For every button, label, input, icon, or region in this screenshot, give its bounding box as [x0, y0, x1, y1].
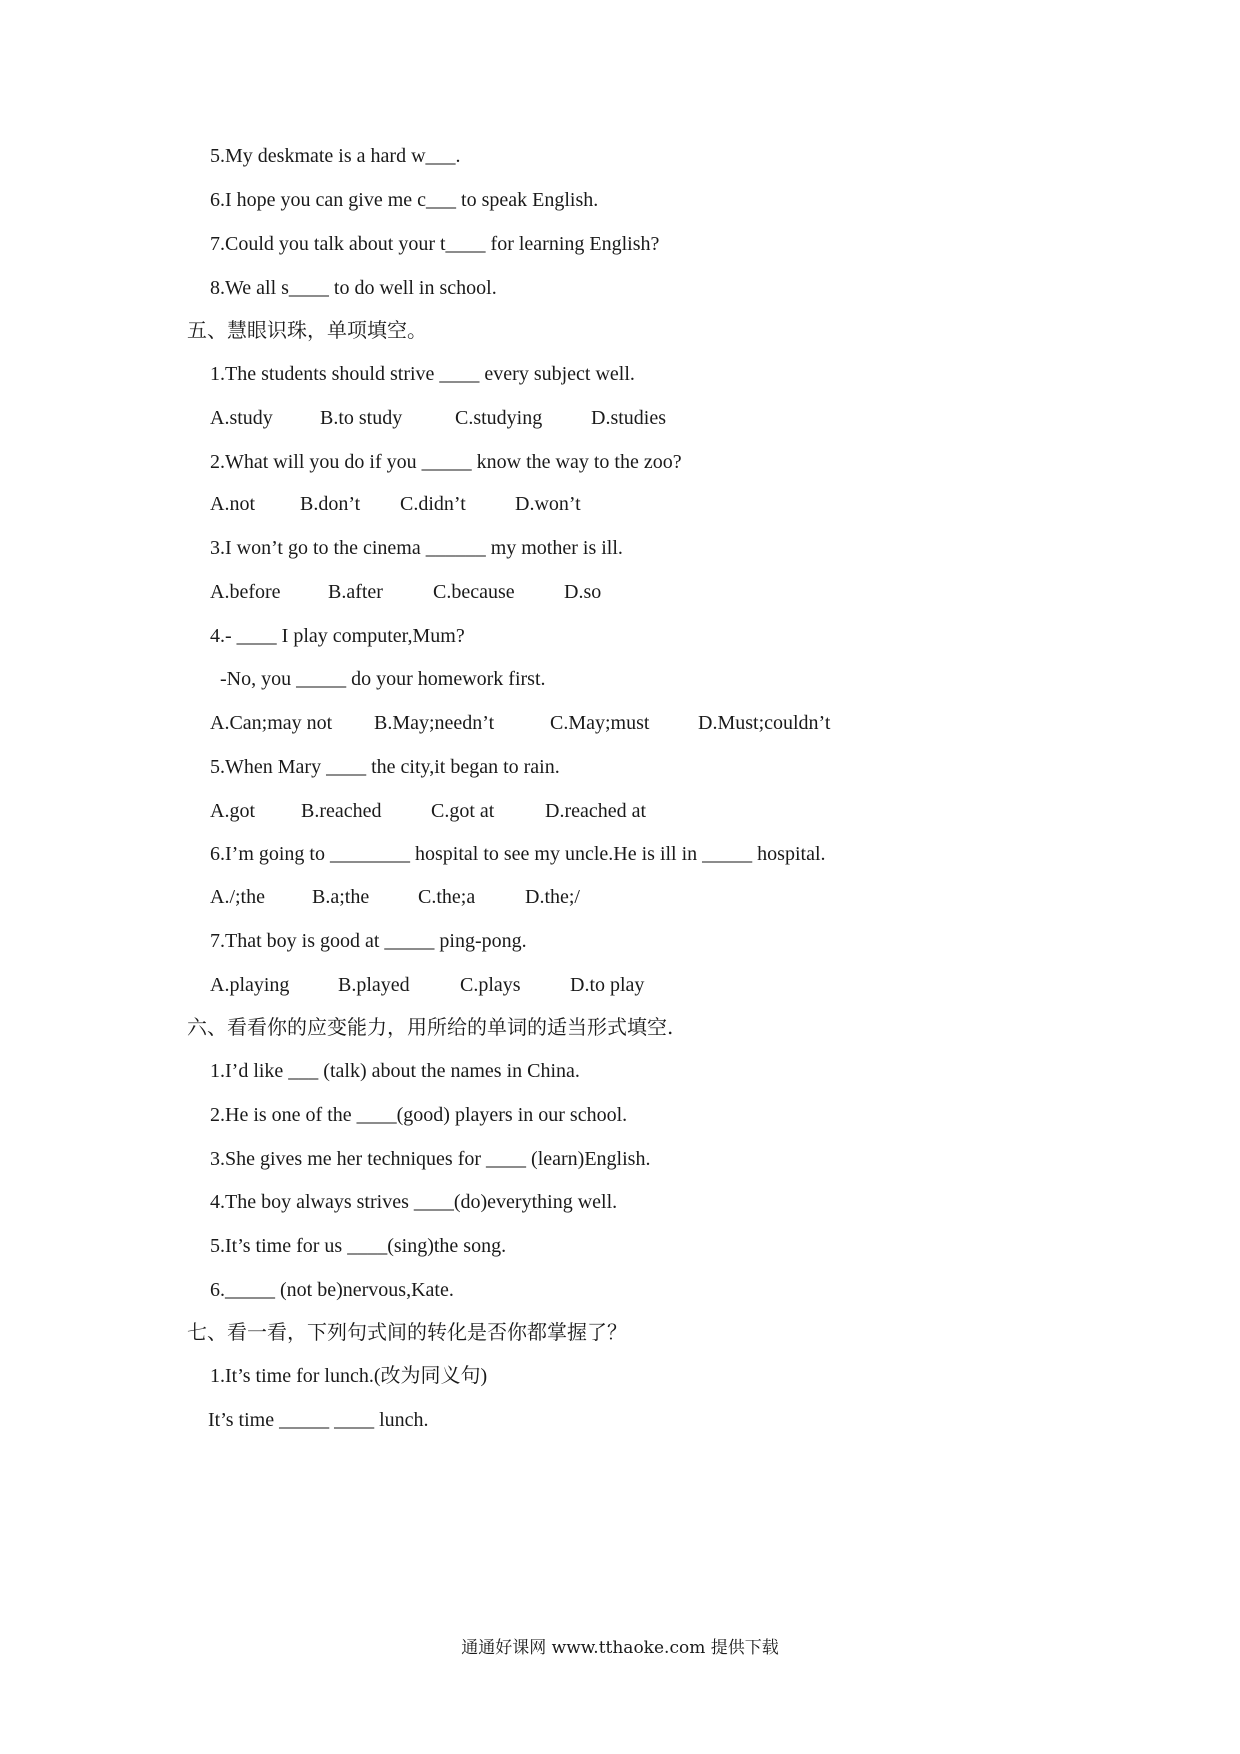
option-a: A.not [210, 493, 255, 515]
option-a: A.got [210, 800, 255, 822]
form-question-4: 4.The boy always strives ____(do)everything well. [210, 1191, 618, 1213]
option-c: C.got at [431, 800, 495, 822]
option-b: B.after [328, 581, 383, 603]
choice-question-5: 5.When Mary ____ the city,it began to rain. [210, 756, 560, 778]
option-c: C.May;must [550, 712, 650, 734]
option-a: A./;the [210, 886, 265, 908]
option-b: B.a;the [312, 886, 370, 908]
option-c: C.plays [460, 974, 521, 996]
form-question-3: 3.She gives me her techniques for ____ (learn)English. [210, 1148, 651, 1170]
choice-question-4: 4.- ____ I play computer,Mum? [210, 625, 465, 647]
choice-question-4-reply: -No, you _____ do your homework first. [220, 668, 546, 690]
section-7-heading: 七、看一看，下列句式间的转化是否你都掌握了？ [187, 1320, 627, 1344]
choice-question-2: 2.What will you do if you _____ know the way to the zoo? [210, 451, 682, 473]
section-5-heading: 五、慧眼识珠，单项填空。 [187, 318, 427, 342]
option-d: D.the;/ [525, 886, 580, 908]
choice-question-1: 1.The students should strive ____ every subject well. [210, 363, 635, 385]
transform-answer-1: It’s time _____ ____ lunch. [208, 1409, 429, 1431]
option-b: B.to study [320, 407, 403, 429]
option-d: D.so [564, 581, 602, 603]
option-a: A.playing [210, 974, 290, 996]
choice-question-6: 6.I’m going to ________ hospital to see my uncle.He is ill in _____ hospital. [210, 843, 826, 865]
choice-question-7: 7.That boy is good at _____ ping-pong. [210, 930, 527, 952]
option-d: D.Must;couldn’t [698, 712, 831, 734]
transform-question-1: 1.It’s time for lunch.(改为同义句) [210, 1365, 488, 1387]
section-6-heading: 六、看看你的应变能力，用所给的单词的适当形式填空. [187, 1015, 674, 1039]
form-question-2: 2.He is one of the ____(good) players in our school. [210, 1104, 628, 1126]
option-d: D.won’t [515, 493, 581, 515]
form-question-1: 1.I’d like ___ (talk) about the names in China. [210, 1060, 580, 1082]
fill-question-8: 8.We all s____ to do well in school. [210, 277, 497, 299]
option-c: C.studying [455, 407, 543, 429]
option-b: B.reached [301, 800, 382, 822]
option-c: C.the;a [418, 886, 476, 908]
option-b: B.don’t [300, 493, 361, 515]
page-footer: 通通好课网 www.tthaoke.com 提供下载 [461, 1638, 779, 1658]
option-d: D.reached at [545, 800, 647, 822]
option-b: B.May;needn’t [374, 712, 495, 734]
option-c: C.didn’t [400, 493, 466, 515]
option-d: D.studies [591, 407, 666, 429]
option-b: B.played [338, 974, 410, 996]
option-c: C.because [433, 581, 515, 603]
option-a: A.Can;may not [210, 712, 333, 734]
option-a: A.before [210, 581, 281, 603]
form-question-6: 6._____ (not be)nervous,Kate. [210, 1279, 454, 1301]
choice-question-3: 3.I won’t go to the cinema ______ my mother is ill. [210, 537, 623, 559]
form-question-5: 5.It’s time for us ____(sing)the song. [210, 1235, 507, 1257]
option-d: D.to play [570, 974, 645, 996]
fill-question-7: 7.Could you talk about your t____ for learning English? [210, 233, 660, 255]
fill-question-6: 6.I hope you can give me c___ to speak English. [210, 189, 599, 211]
fill-question-5: 5.My deskmate is a hard w___. [210, 145, 461, 167]
option-a: A.study [210, 407, 273, 429]
